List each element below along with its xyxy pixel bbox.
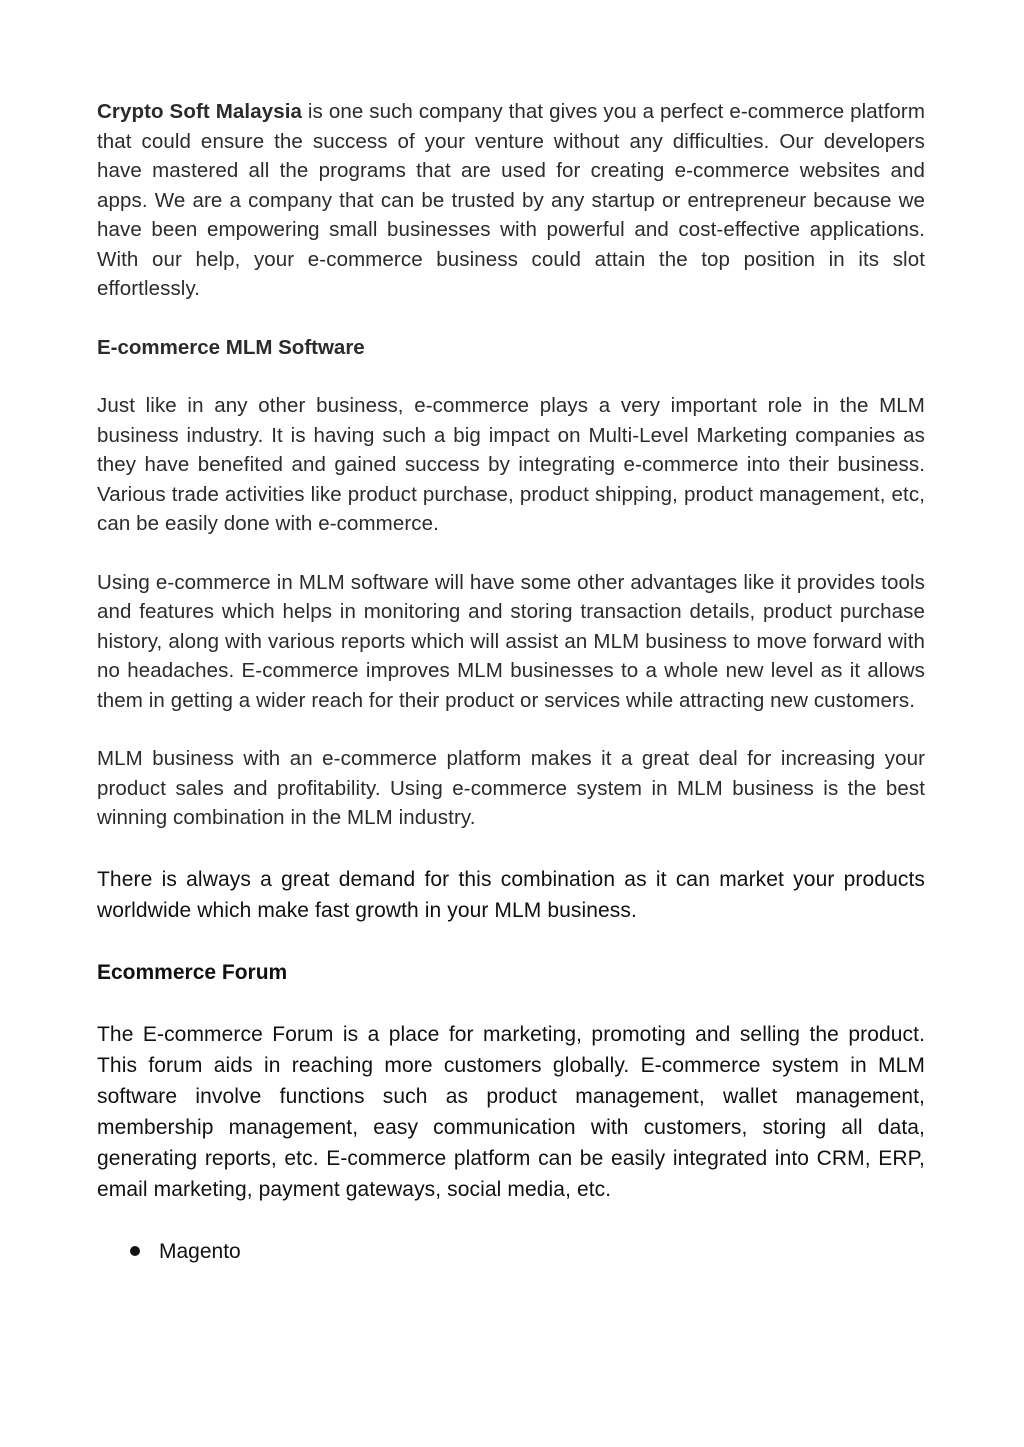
paragraph-mlm-industry: Just like in any other business, e-commerce plays a very important role in the MLM business industry. It is having such a big impact on Multi-Level Marketing companies as they have benefited and gained success by integrating e-commerce into their business. Various trade activities like product purchase, product shipping, product management, etc, can be easily done with e-commerce. <box>97 394 925 535</box>
bullet-list <box>97 1236 925 1267</box>
document-body <box>97 97 925 1267</box>
list-item <box>97 1236 925 1267</box>
bullet-icon <box>130 1246 140 1256</box>
paragraph-ecommerce-forum: The E-commerce Forum is a place for marketing, promoting and selling the product. This forum aids in reaching more customers globally. E-commerce system in MLM software involve functions such as product management, wallet management, membership management, easy communication with customers, storing all data, generating reports, etc. E-commerce platform can be easily integrated into CRM, ERP, email marketing, payment gateways, social media, etc. <box>97 1022 925 1201</box>
list-item-label: Magento <box>159 1239 241 1263</box>
section-heading-ecommerce-mlm-software: E-commerce MLM Software <box>97 335 365 359</box>
paragraph-great-demand: There is always a great demand for this combination as it can market your products worldwide which make fast growth in your MLM business. <box>97 867 925 922</box>
intro-paragraph <box>97 97 925 304</box>
company-name: Crypto Soft Malaysia <box>97 100 302 123</box>
section-heading-ecommerce-forum: Ecommerce Forum <box>97 960 288 984</box>
paragraph-mlm-advantages: Using e-commerce in MLM software will have some other advantages like it provides tools and features which helps in monitoring and storing transaction details, product purchase history, along with various reports which will assist an MLM business to move forward with no headaches. E-commerce improves MLM businesses to a whole new level as it allows them in getting a wider reach for their product or services while attracting new customers. <box>97 570 925 712</box>
paragraph-mlm-sales: MLM business with an e-commerce platform makes it a great deal for increasing your product sales and profitability. Using e-commerce system in MLM business is the best winning combination in the MLM industry. <box>97 747 925 829</box>
intro-text: is one such company that gives you a perfect e-commerce platform that could ensure the success of your venture without any difficulties. Our developers have mastered all the programs that are used for creating e-commerce websites and apps. We are a company that can be trusted by any startup or entrepreneur because we have been empowering small businesses with powerful and cost-effective applications. With our help, your e-commerce business could attain the top position in its slot effortlessly. <box>97 100 925 300</box>
